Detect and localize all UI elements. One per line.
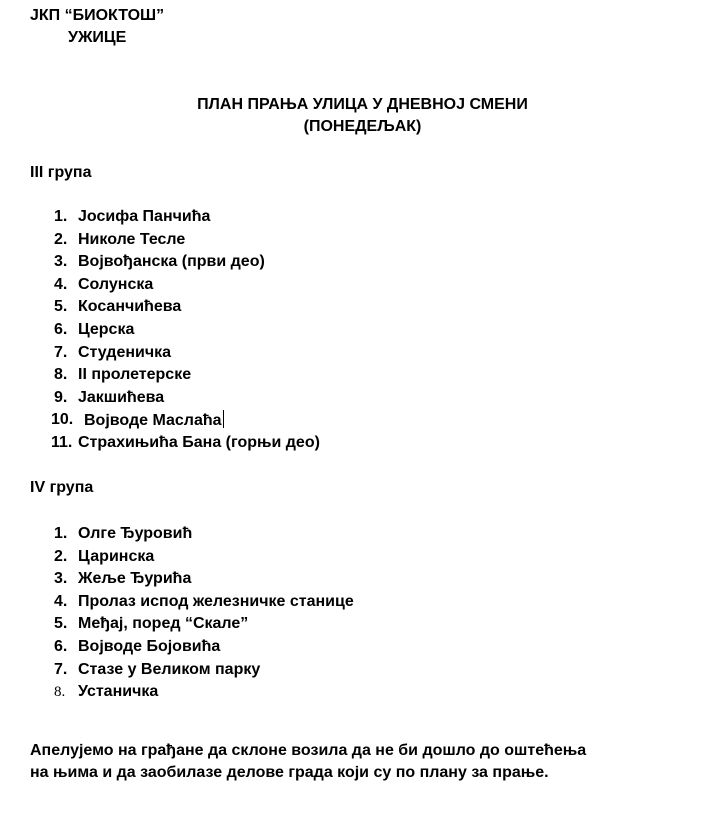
document-subtitle-day: (ПОНЕДЕЉАК): [303, 118, 422, 135]
list-item-number: 7.: [54, 343, 68, 361]
appeal-text-line-1: Апелујемо на грађане да склоне возила да не би дошло до оштећења: [30, 742, 587, 759]
list-item-number: 1.: [54, 208, 68, 225]
organization-name: ЈКП “БИОКТОШ”: [30, 7, 165, 24]
list-item-number: 5.: [54, 615, 68, 633]
list-item-number: 10.: [51, 411, 74, 429]
list-item-number: 8.: [54, 684, 66, 701]
organization-city: УЖИЦЕ: [68, 29, 127, 46]
text-cursor: [223, 410, 224, 428]
street-name: Војвођанска (први део): [78, 253, 265, 271]
street-name: Стазе у Великом парку: [78, 660, 261, 678]
list-item-number: 3.: [54, 570, 68, 588]
street-name: Жеље Ђурића: [78, 570, 192, 588]
street-name: Јакшићева: [78, 388, 165, 406]
list-item-number: 1.: [54, 525, 68, 542]
list-item-number: 4.: [54, 592, 68, 610]
list-item-number: 7.: [54, 660, 68, 678]
group-4-heading: IV група: [30, 479, 94, 496]
group-3-heading: III група: [30, 164, 92, 181]
list-item-number: 6.: [54, 637, 68, 655]
list-item-number: 2.: [54, 547, 68, 565]
street-name: Церска: [78, 320, 135, 338]
list-item-number: 4.: [54, 275, 68, 293]
list-item-number: 2.: [54, 230, 68, 248]
list-item-number: 11.: [51, 433, 73, 451]
street-name: Николе Тесле: [78, 230, 186, 248]
list-item-number: 8.: [54, 366, 68, 384]
street-name: Царинска: [78, 547, 155, 565]
list-item-number: 5.: [54, 298, 68, 316]
document-title: ПЛАН ПРАЊА УЛИЦА У ДНЕВНОЈ СМЕНИ: [197, 96, 528, 113]
street-name: Олге Ђуровић: [78, 525, 193, 542]
street-name: Студеничка: [78, 343, 172, 361]
street-name-text: Војводе Маслаћа: [84, 412, 222, 430]
street-name: Јосифа Панчића: [78, 208, 211, 225]
street-name: [84, 410, 224, 431]
list-item-number: 9.: [54, 388, 68, 406]
street-name: Војводе Бојовића: [78, 637, 221, 655]
street-name: Косанчићева: [78, 298, 182, 316]
street-name: Међај, поред “Скале”: [78, 615, 249, 633]
appeal-text-line-2: на њима и да заобилазе делове града који су по плану за прање.: [30, 764, 549, 781]
list-item-number: 6.: [54, 320, 68, 338]
list-item-number: 3.: [54, 253, 68, 271]
street-name: Пролаз испод железничке станице: [78, 592, 354, 610]
street-name: Устаничка: [78, 683, 159, 701]
street-name: Страхињића Бана (горњи део): [78, 433, 320, 451]
street-name: II пролетерске: [78, 366, 192, 384]
street-name: Солунска: [78, 275, 154, 293]
